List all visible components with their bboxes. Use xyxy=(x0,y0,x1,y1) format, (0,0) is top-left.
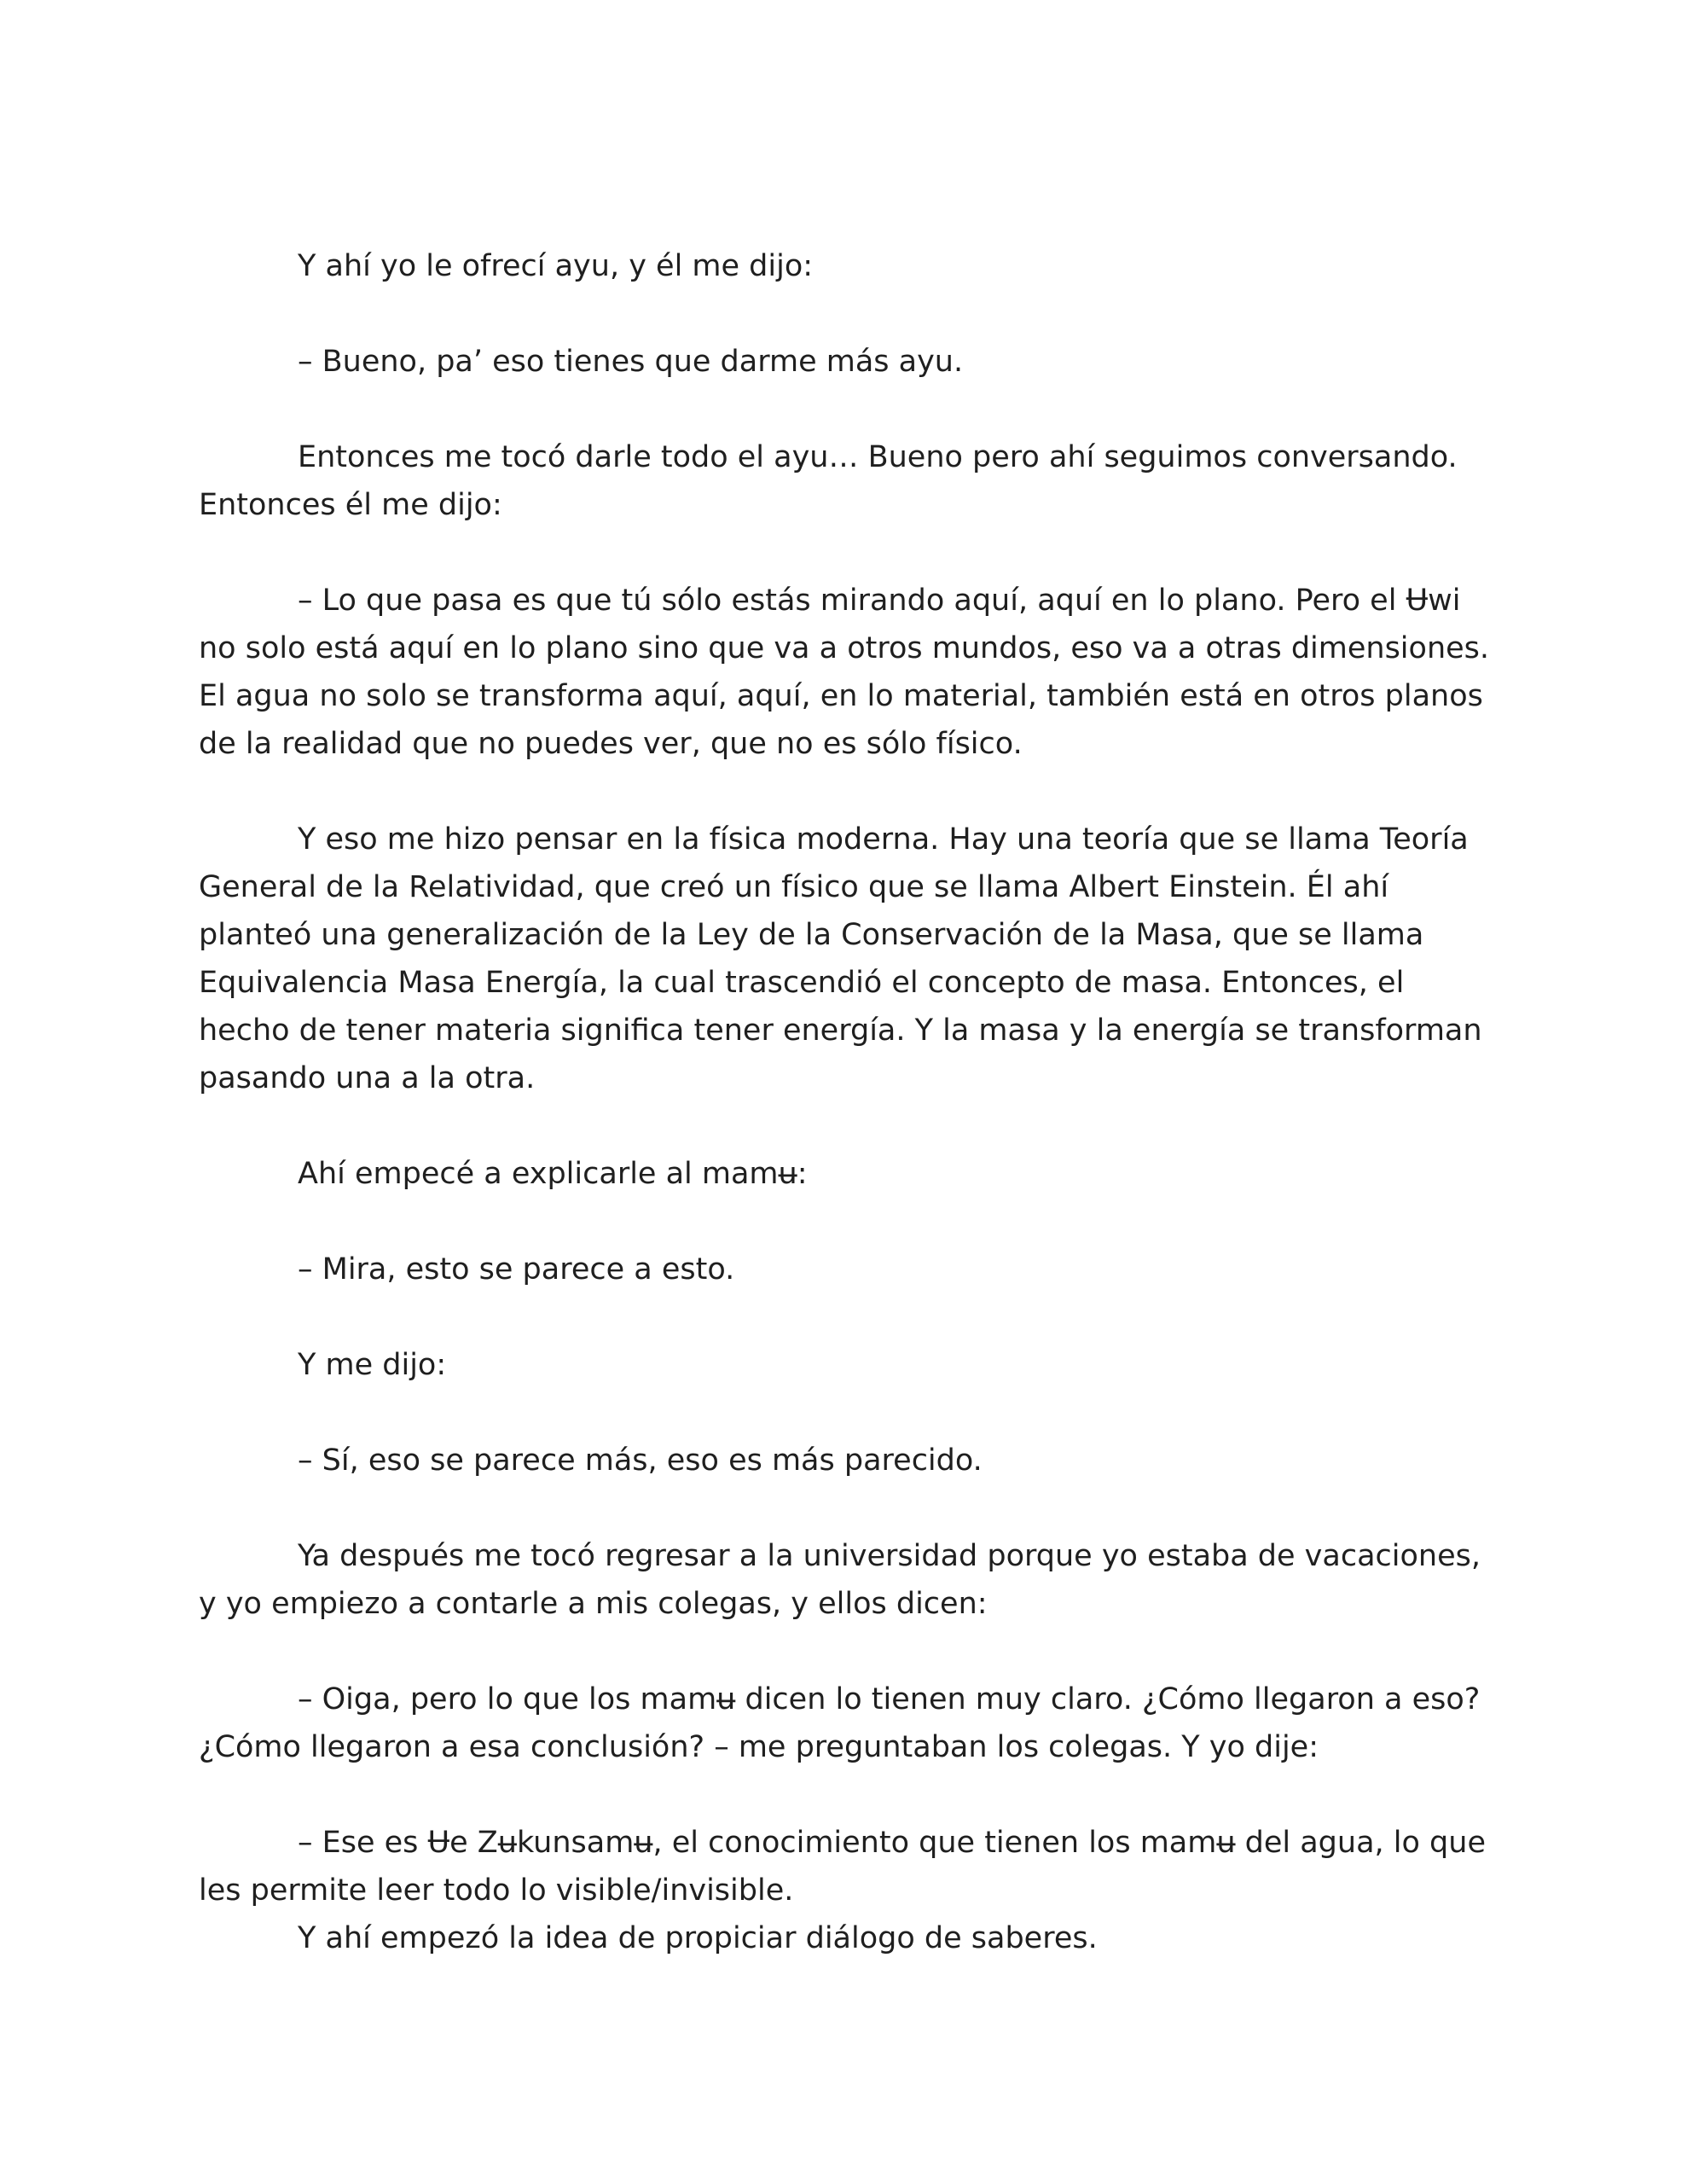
paragraph-8: Y me dijo: xyxy=(298,1348,447,1382)
paragraph-5: Y eso me hizo pensar en la física moderna. Hay una teoría que se llama Teoría General de la Relatividad, que creó un físico que se llama Albert Einstein. Él ahí planteó una generalización de la Ley de la Conservación de la Masa, que se llama Equivalencia Masa Energía, la cual trascendió el concepto de masa. Entonces, el hecho de tener materia significa tener energía. Y la masa y la energía se transforman pasando una a la otra. xyxy=(199,822,1482,1095)
paragraph-6: Ahí empecé a explicarle al mamʉ: xyxy=(298,1157,808,1191)
paragraph-11: – Oiga, pero lo que los mamʉ dicen lo tienen muy claro. ¿Cómo llegaron a eso? ¿Cómo llegaron a esa conclusión? – me preguntaban los colegas. Y yo dije: xyxy=(199,1682,1481,1764)
paragraph-12: – Ese es Ʉe Zʉkunsamʉ, el conocimiento que tienen los mamʉ del agua, lo que les permite leer todo lo visible/invisible. xyxy=(199,1826,1486,1908)
paragraph-13: Y ahí empezó la idea de propiciar diálogo de saberes. xyxy=(298,1921,1098,1955)
paragraph-1: Y ahí yo le ofrecí ayu, y él me dijo: xyxy=(298,249,814,283)
paragraph-7: – Mira, esto se parece a esto. xyxy=(298,1252,735,1287)
paragraph-10: Ya después me tocó regresar a la universidad porque yo estaba de vacaciones, y yo empiezo a contarle a mis colegas, y ellos dicen: xyxy=(199,1539,1481,1621)
paragraph-3: Entonces me tocó darle todo el ayu… Bueno pero ahí seguimos conversando. Entonces él me dijo: xyxy=(199,440,1458,522)
paragraph-2: – Bueno, pa’ eso tienes que darme más ayu. xyxy=(298,345,964,379)
paragraph-9: – Sí, eso se parece más, eso es más parecido. xyxy=(298,1443,983,1478)
paragraph-4: – Lo que pasa es que tú sólo estás mirando aquí, aquí en lo plano. Pero el Ʉwi no solo está aquí en lo plano sino que va a otros mundos, eso va a otras dimensiones. El agua no solo se transforma aquí, aquí, en lo material, también está en otros planos de la realidad que no puedes ver, que no es sólo físico. xyxy=(199,584,1490,761)
document-body xyxy=(199,242,1495,1962)
